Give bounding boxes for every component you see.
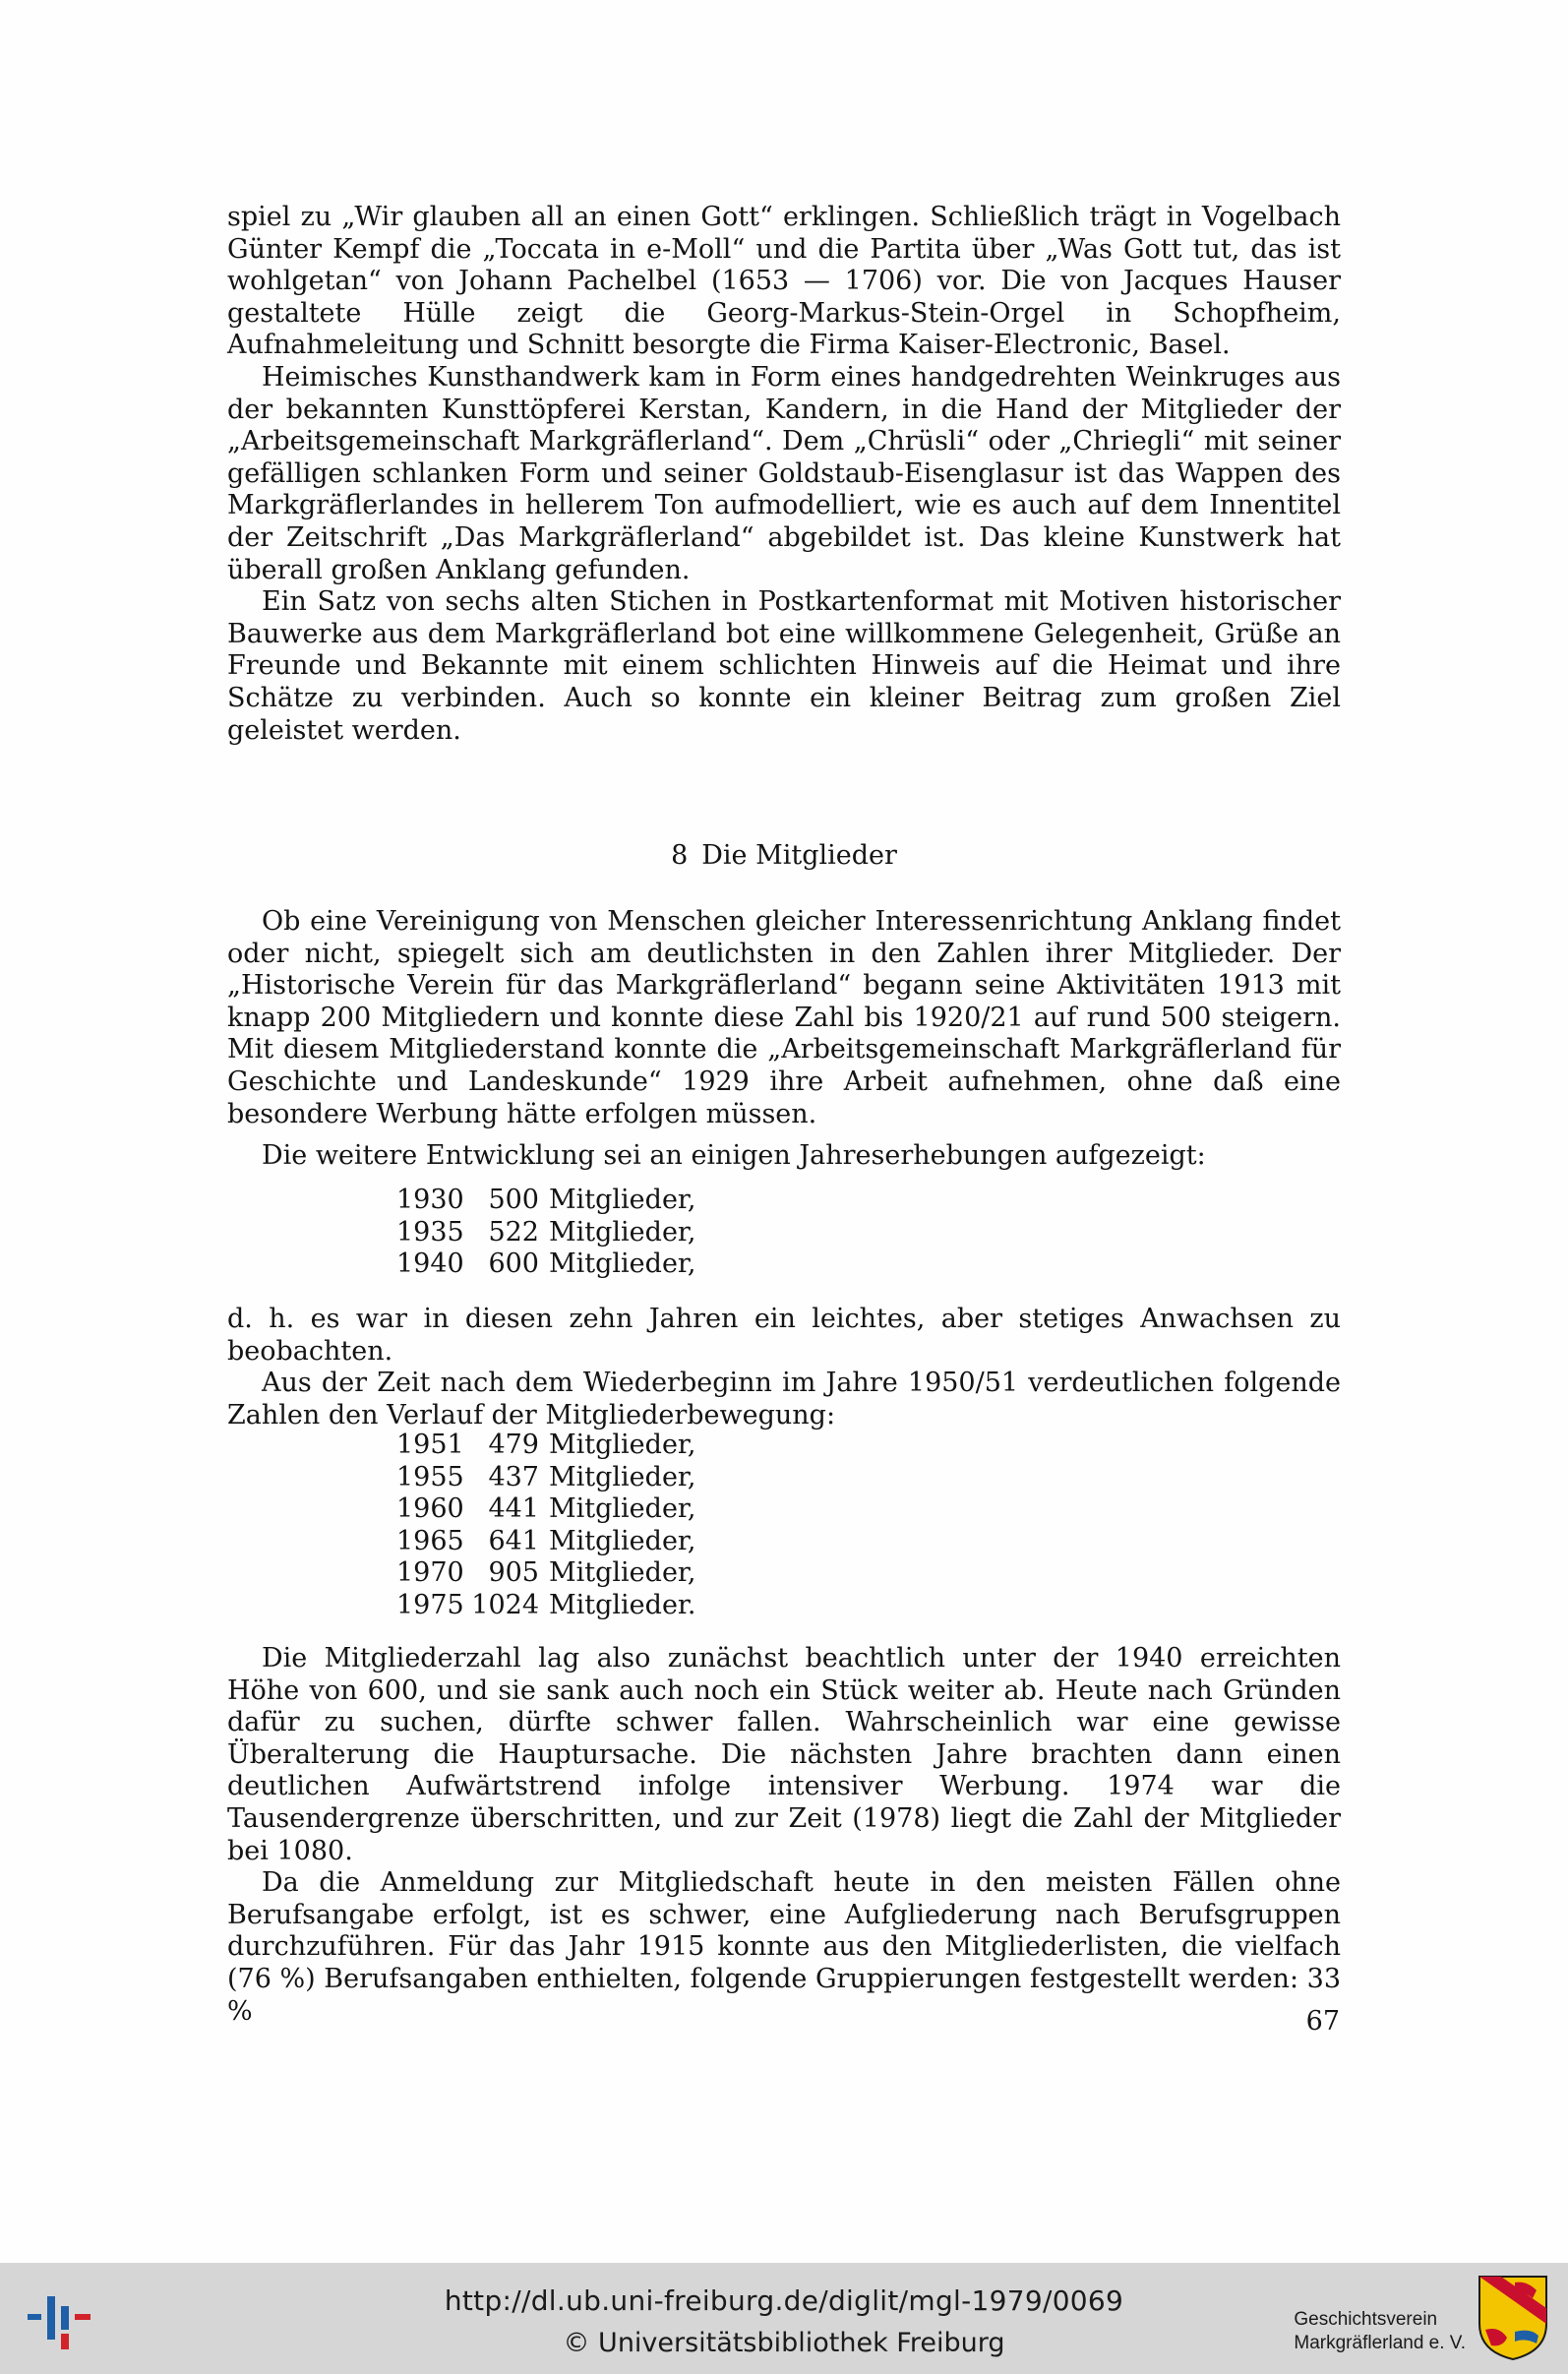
membership-stats-prewar [396,1185,695,1281]
organization-name [1294,2308,1466,2355]
stat-row: 1970 905 Mitglieder, [396,1557,696,1589]
text-block-bottom [227,1643,1341,2028]
section-title: Die Mitglieder [701,840,897,871]
stat-row: 1940 600 Mitglieder, [396,1248,696,1280]
stat-row: 1965 641 Mitglieder, [396,1525,696,1556]
organization-line: Markgräflerland e. V. [1294,2333,1466,2353]
stat-row: 1975 1024 Mitglieder. [396,1589,696,1620]
stat-row: 1930 500 Mitglieder, [396,1185,696,1215]
page-number: 67 [1305,2006,1340,2037]
paragraph: Aus der Zeit nach dem Wiederbeginn im Jahre 1950/51 verdeutlichen folgende Zahlen den Verlauf der Mitgliederbewegung: [227,1368,1341,1430]
text-block-intro [227,202,1341,747]
stat-row: 1955 437 Mitglieder, [396,1461,696,1492]
paragraph: Da die Anmeldung zur Mitgliedschaft heute in den meisten Fällen ohne Berufsangabe erfolgt, ist es schwer, eine Aufgliederung nach Berufsgruppen durchzuführen. Für das Jahr 1915 konnte aus den Mitgliederlisten, die vielfach (76 %) Berufsangaben enthielten, folgende Gruppierungen festgestellt werden: 33 % [227,1867,1341,2027]
text-block-mid [227,1304,1341,1431]
organization-line: Geschichtsverein [1294,2309,1438,2330]
footer-bar [0,2263,1568,2374]
source-url-link[interactable]: http://dl.ub.uni-freiburg.de/diglit/mgl-1979/0069 [444,2284,1124,2317]
paragraph: d. h. es war in diesen zehn Jahren ein leichtes, aber stetiges Anwachsen zu beobachten. [227,1304,1341,1367]
stat-row: 1951 479 Mitglieder, [396,1430,696,1460]
copyright-text: © Universitätsbibliothek Freiburg [563,2328,1005,2358]
stat-row: 1935 522 Mitglieder, [396,1216,696,1248]
paragraph: Ob eine Vereinigung von Menschen gleicher Interessenrichtung Anklang findet oder nicht, spiegelt sich am deutlichsten in den Zahlen ihrer Mitglieder. Der „Historische Verein für das Markgräflerland“ begann seine Aktivitäten 1913 mit knapp 200 Mitgliedern und konnte diese Zahl bis 1920/21 auf rund 500 steigern. Mit diesem Mitgliederstand konnte die „Arbeitsgemeinschaft Markgräflerland für Geschichte und Landeskunde“ 1929 ihre Arbeit aufnehmen, ohne daß eine besondere Werbung hätte erfolgen müssen. [227,906,1341,1129]
paragraph: Heimisches Kunsthandwerk kam in Form eines handgedrehten Weinkruges aus der bekannten Kunsttöpferei Kerstan, Kandern, in die Hand der Mitglieder der „Arbeitsgemeinschaft Markgräflerland“. Dem „Chrüsli“ oder „Chriegli“ mit seiner gefälligen schlanken Form und seiner Goldstaub-Eisenglasur ist das Wappen des Markgräflerlandes in hellerem Ton aufmodelliert, wie es auch auf dem Innentitel der Zeitschrift „Das Markgräflerland“ abgebildet ist. Das kleine Kunstwerk hat überall großen Anklang gefunden. [227,361,1341,585]
paragraph: Die weitere Entwicklung sei an einigen Jahreserhebungen aufgezeigt: [262,1140,1206,1172]
section-number: 8 [671,840,689,871]
paragraph: Ein Satz von sechs alten Stichen in Postkartenformat mit Motiven historischer Bauwerke aus dem Markgräflerland bot eine willkommene Gelegenheit, Grüße an Freunde und Bekannte mit einem schlichten Hinweis auf die Heimat und ihre Schätze zu verbinden. Auch so konnte ein kleiner Beitrag zum großen Ziel geleistet werden. [227,586,1341,746]
stat-row: 1960 441 Mitglieder, [396,1493,696,1525]
paragraph: Die Mitgliederzahl lag also zunächst beachtlich unter der 1940 erreichten Höhe von 600, und sie sank auch noch ein Stück weiter ab. Heute nach Gründen dafür zu suchen, dürfte schwer fallen. Wahrscheinlich war eine gewisse Überalterung die Hauptursache. Die nächsten Jahre brachten dann einen deutlichen Aufwärtstrend infolge intensiver Werbung. 1974 war die Tausendergrenze überschritten, und zur Zeit (1978) liegt die Zahl der Mitglieder bei 1080. [227,1643,1341,1866]
text-block-section [227,906,1341,1173]
membership-stats-postwar [396,1430,695,1622]
paragraph: spiel zu „Wir glauben all an einen Gott“ erklingen. Schließlich trägt in Vogelbach Günter Kempf die „Toccata in e-Moll“ und die Partita über „Was Gott tut, das ist wohlgetan“ von Johann Pachelbel (1653 — 1706) vor. Die von Jacques Hauser gestaltete Hülle zeigt die Georg-Markus-Stein-Orgel in Schopfheim, Aufnahmeleitung und Schnitt besorgte die Firma Kaiser-Electronic, Basel. [227,202,1341,361]
coat-of-arms-icon [1476,2273,1550,2363]
section-heading [0,839,1568,873]
